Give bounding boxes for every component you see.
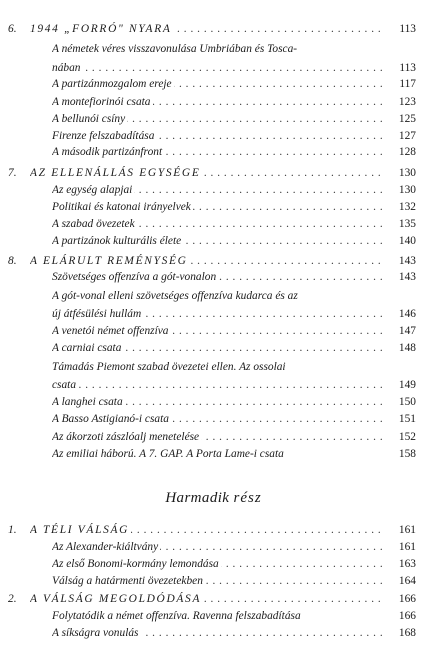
page-number: 150 — [386, 395, 416, 409]
toc-entry — [0, 626, 427, 640]
chapter-number: 6. — [8, 23, 17, 35]
page-number: 163 — [386, 557, 416, 571]
chapter-number: 2. — [8, 593, 17, 605]
chapter-title: A TÉLI VÁLSÁG — [30, 524, 130, 536]
page-number: 161 — [386, 523, 416, 537]
entry-title: Az első Bonomi-kormány lemondása — [52, 558, 219, 570]
toc-entry — [0, 609, 427, 623]
entry-title: A Basso Astigianó-i csata — [52, 413, 169, 425]
chapter-title: 1944 „FORRÓ" NYARA — [30, 23, 172, 35]
chapter-title: A VÁLSÁG MEGOLDÓDÁSA — [30, 593, 202, 605]
page-number: 123 — [386, 95, 416, 109]
toc-chapter-entry — [0, 254, 427, 268]
toc-entry — [0, 447, 427, 461]
page-number: 140 — [386, 234, 416, 248]
page-number: 148 — [386, 341, 416, 355]
page-number: 158 — [386, 447, 416, 461]
toc-entry — [0, 360, 427, 374]
entry-title: Az Alexander-kiáltvány — [52, 541, 159, 553]
toc-entry — [0, 183, 427, 197]
page-number: 143 — [386, 254, 416, 268]
entry-title: Az ákorzoti zászlóalj menetelése — [52, 431, 200, 443]
entry-title: A partizánok kulturális élete — [52, 235, 182, 247]
entry-title: csata — [52, 379, 77, 391]
page-number: 146 — [386, 307, 416, 321]
entry-title: A bellunói csíny — [52, 113, 126, 125]
toc-entry — [0, 540, 427, 554]
toc-entry — [0, 557, 427, 571]
chapter-title: AZ ELLENÁLLÁS EGYSÉGE — [30, 167, 201, 179]
entry-title: A gót-vonal elleni szövetséges offenzíva kudarca és az — [52, 290, 298, 302]
toc-entry — [0, 95, 427, 109]
toc-entry — [0, 289, 427, 303]
page-number: 166 — [386, 592, 416, 606]
entry-title: A síkságra vonulás — [52, 627, 139, 639]
entry-title: A carniai csata — [52, 342, 122, 354]
page-number: 130 — [386, 166, 416, 180]
entry-title: A langhei csata — [52, 396, 123, 408]
page-number: 143 — [386, 270, 416, 284]
entry-title: Támadás Piemont szabad övezetei ellen. Az ossolai — [52, 361, 286, 373]
toc-entry — [0, 574, 427, 588]
page-number: 132 — [386, 200, 416, 214]
chapter-number: 7. — [8, 167, 17, 179]
entry-title: A második partizánfront — [52, 146, 163, 158]
page-number: 164 — [386, 574, 416, 588]
page-number: 152 — [386, 430, 416, 444]
entry-title: Válság a határmenti övezetekben — [52, 575, 203, 587]
page-number: 149 — [386, 378, 416, 392]
page-number: 113 — [386, 61, 416, 75]
toc-entry — [0, 112, 427, 126]
entry-title: nában — [52, 62, 81, 74]
entry-title: Folytatódik a német offenzíva. Ravenna felszabadítása — [52, 610, 301, 622]
entry-title: Az emiliai háború. A 7. GAP. A Porta Lame-i csata — [52, 448, 284, 460]
entry-title: A szabad övezetek — [52, 218, 135, 230]
chapter-number: 1. — [8, 524, 17, 536]
toc-entry — [0, 77, 427, 91]
toc-chapter-entry — [0, 523, 427, 537]
toc-chapter-entry — [0, 166, 427, 180]
page-number: 117 — [386, 77, 416, 91]
toc-entry — [0, 217, 427, 231]
entry-title: A németek véres visszavonulása Umbriában és Tosca- — [52, 43, 298, 55]
page-number: 168 — [386, 626, 416, 640]
toc-entry — [0, 324, 427, 338]
part-heading-word: rész — [233, 490, 262, 506]
part-heading-word: Harmadik — [165, 490, 230, 506]
page-number: 147 — [386, 324, 416, 338]
page-number: 128 — [386, 145, 416, 159]
page-number: 135 — [386, 217, 416, 231]
entry-title: Szövetséges offenzíva a gót-vonalon — [52, 271, 217, 283]
toc-chapter-entry — [0, 592, 427, 606]
toc-entry — [0, 270, 427, 284]
entry-title: A partizánmozgalom ereje — [52, 78, 172, 90]
page-number: 125 — [386, 112, 416, 126]
page-number: 127 — [386, 129, 416, 143]
page-number: 113 — [386, 22, 416, 36]
toc-entry — [0, 129, 427, 143]
entry-title: Politikai és katonai irányelvek — [52, 201, 191, 213]
toc-entry — [0, 200, 427, 214]
page-number: 161 — [386, 540, 416, 554]
toc-entry — [0, 378, 427, 392]
toc-entry — [0, 395, 427, 409]
part-heading — [0, 490, 427, 507]
toc-entry — [0, 412, 427, 426]
toc-entry — [0, 307, 427, 321]
toc-entry — [0, 234, 427, 248]
entry-title: Az egység alapjai — [52, 184, 133, 196]
toc-entry — [0, 145, 427, 159]
toc-entry — [0, 341, 427, 355]
toc-entry — [0, 42, 427, 56]
toc-chapter-entry — [0, 22, 427, 36]
toc-entry — [0, 430, 427, 444]
entry-title: Firenze felszabadítása — [52, 130, 155, 142]
entry-title: A venetói német offenzíva — [52, 325, 169, 337]
entry-title: A montefiorinói csata — [52, 96, 151, 108]
chapter-title: A ELÁRULT REMÉNYSÉG — [30, 255, 188, 267]
page-number: 130 — [386, 183, 416, 197]
toc-entry — [0, 61, 427, 75]
chapter-number: 8. — [8, 255, 17, 267]
entry-title: új átfésülési hullám — [52, 308, 142, 320]
page-number: 151 — [386, 412, 416, 426]
page-number: 166 — [386, 609, 416, 623]
